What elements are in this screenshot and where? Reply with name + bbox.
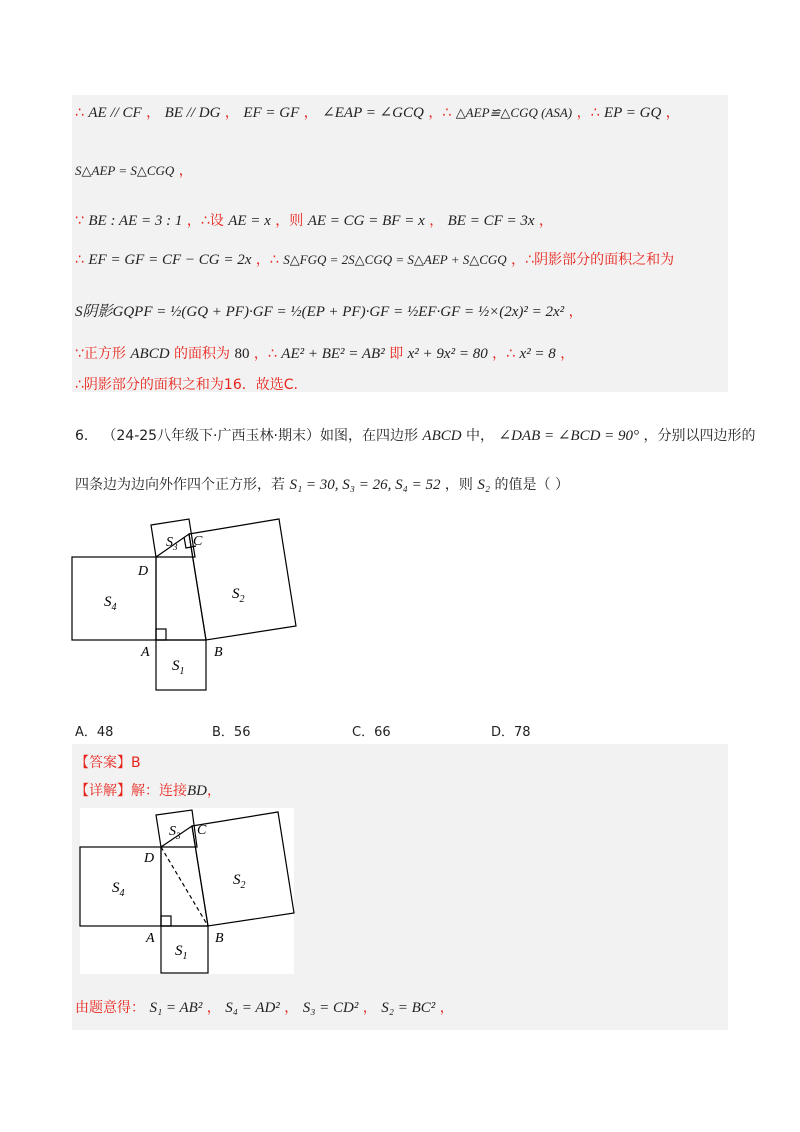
solution-text: ，∴阴影部分的面积之和为 [511, 252, 675, 268]
math-expr: x² + 9x² = 80 [407, 346, 488, 362]
math-expr: EP = GQ [603, 105, 662, 121]
math-expr: S阴影GQPF = ½(GQ + PF)·GF = ½(EP + PF)·GF = ½EF·GF = ½×(2x)² = 2x² [75, 304, 565, 320]
separator: ，∴ [253, 346, 277, 362]
label-d: D [144, 851, 155, 866]
option-d[interactable]: D．78 [491, 725, 531, 740]
label-s1-sub: 1 [182, 951, 188, 962]
separator: ， [568, 304, 583, 320]
math-expr: x² = 8 [519, 346, 556, 362]
label-a: A [146, 931, 155, 946]
label-s1-sub: 1 [179, 666, 185, 677]
question-text: 四条边为边向外作四个正方形，若 [75, 477, 285, 493]
equations-line [75, 997, 454, 1017]
solution-text: 的面积为 [174, 346, 230, 362]
separator: ， [224, 105, 239, 121]
label-s2: S [233, 872, 241, 888]
question-text: ，分别以四边形的 [643, 428, 756, 444]
label-s4-sub: 4 [111, 602, 117, 613]
label-a: A [141, 645, 150, 660]
math-expr: S₁ = AB² [149, 1000, 203, 1016]
therefore-symbol: ∴ [75, 105, 84, 121]
label-s3-sub: 3 [176, 831, 181, 841]
separator: ， [206, 1000, 221, 1016]
label-s3-sub: 3 [173, 542, 178, 552]
answer-label: 【答案】 [75, 755, 131, 771]
label-s4-sub: 4 [119, 888, 125, 899]
label-c: C [197, 823, 207, 838]
math-expr: BE // DG [164, 105, 221, 121]
question-number: 6． [75, 428, 98, 444]
question-text: 的值是（ ） [494, 477, 569, 493]
question-text: 中， [466, 428, 495, 444]
math-expr: S₃ = CD² [302, 1000, 359, 1016]
math-expr: ABCD [422, 428, 462, 444]
separator: ， [429, 213, 444, 229]
separator: ， [303, 105, 318, 121]
math-expr: ∠DAB = ∠BCD = 90° [498, 428, 640, 444]
label-s3: S [166, 535, 173, 550]
therefore-symbol: ∴ [75, 252, 84, 268]
option-a[interactable]: A．48 [75, 725, 114, 740]
equations-text: 由题意得： [75, 1000, 145, 1016]
option-b[interactable]: B．56 [212, 725, 251, 740]
separator: ， [178, 163, 193, 179]
math-expr: BE : AE = 3 : 1 [88, 213, 183, 229]
label-s3: S [169, 824, 176, 839]
label-s4: S [104, 594, 112, 610]
math-expr: AE = CG = BF = x [307, 213, 425, 229]
label-s2: S [232, 586, 240, 602]
separator: ， [284, 1000, 299, 1016]
question-text: ，则 [444, 477, 473, 493]
math-expr: S△AEP = S△CGQ [75, 163, 175, 178]
math-expr: S₄ = AD² [225, 1000, 280, 1016]
math-expr: 80 [234, 346, 250, 362]
separator: ，∴设 [186, 213, 224, 229]
label-s1: S [175, 943, 183, 959]
separator: ，∴ [576, 105, 600, 121]
option-c[interactable]: C．66 [352, 725, 391, 740]
math-expr: EF = GF = CF − CG = 2x [88, 252, 252, 268]
separator: ， [539, 213, 553, 229]
separator: ，∴ [255, 252, 279, 268]
separator: ，∴ [492, 346, 516, 362]
math-expr: △AEP≌△CGQ (ASA) [455, 105, 573, 120]
solution-text: ∵正方形 [75, 346, 126, 362]
solution-conclusion: ∴阴影部分的面积之和为16．故选C. [75, 377, 298, 393]
math-expr: BE = CF = 3x [447, 213, 535, 229]
because-symbol: ∵ [75, 213, 84, 229]
label-s2-sub: 2 [240, 880, 246, 891]
solution-text: 即 [389, 346, 404, 362]
math-expr: ABCD [130, 346, 170, 362]
math-expr: EF = GF [243, 105, 300, 121]
label-s1: S [172, 658, 180, 674]
separator: ，则 [275, 213, 304, 229]
separator: ， [207, 783, 221, 799]
label-c: C [193, 534, 203, 549]
label-s4: S [112, 880, 120, 896]
detail-text: 解：连接 [131, 783, 187, 799]
separator: ， [439, 1000, 454, 1016]
label-s2-sub: 2 [239, 594, 245, 605]
math-expr: S₂ [477, 477, 491, 493]
detail-label: 【详解】 [75, 783, 131, 799]
math-expr: AE² + BE² = AB² [281, 346, 385, 362]
answer-value: B [131, 755, 141, 771]
label-b: B [215, 931, 224, 946]
question-text: （24-25八年级下·广西玉林·期末）如图，在四边形 [102, 428, 418, 444]
math-expr: S₂ = BC² [381, 1000, 436, 1016]
math-expr: S△FGQ = 2S△CGQ = S△AEP + S△CGQ [283, 252, 507, 267]
math-expr: S₁ = 30, S₃ = 26, S₄ = 52 [289, 477, 441, 493]
separator: ， [362, 1000, 377, 1016]
separator: ， [560, 346, 575, 362]
separator: ，∴ [428, 105, 452, 121]
math-expr: AE // CF [88, 105, 142, 121]
label-d: D [138, 564, 149, 579]
math-expr: ∠EAP = ∠GCQ [322, 105, 424, 121]
separator: ， [665, 105, 680, 121]
label-b: B [214, 645, 223, 660]
math-expr: AE = x [228, 213, 271, 229]
math-expr: BD [187, 783, 207, 799]
separator: ， [146, 105, 161, 121]
